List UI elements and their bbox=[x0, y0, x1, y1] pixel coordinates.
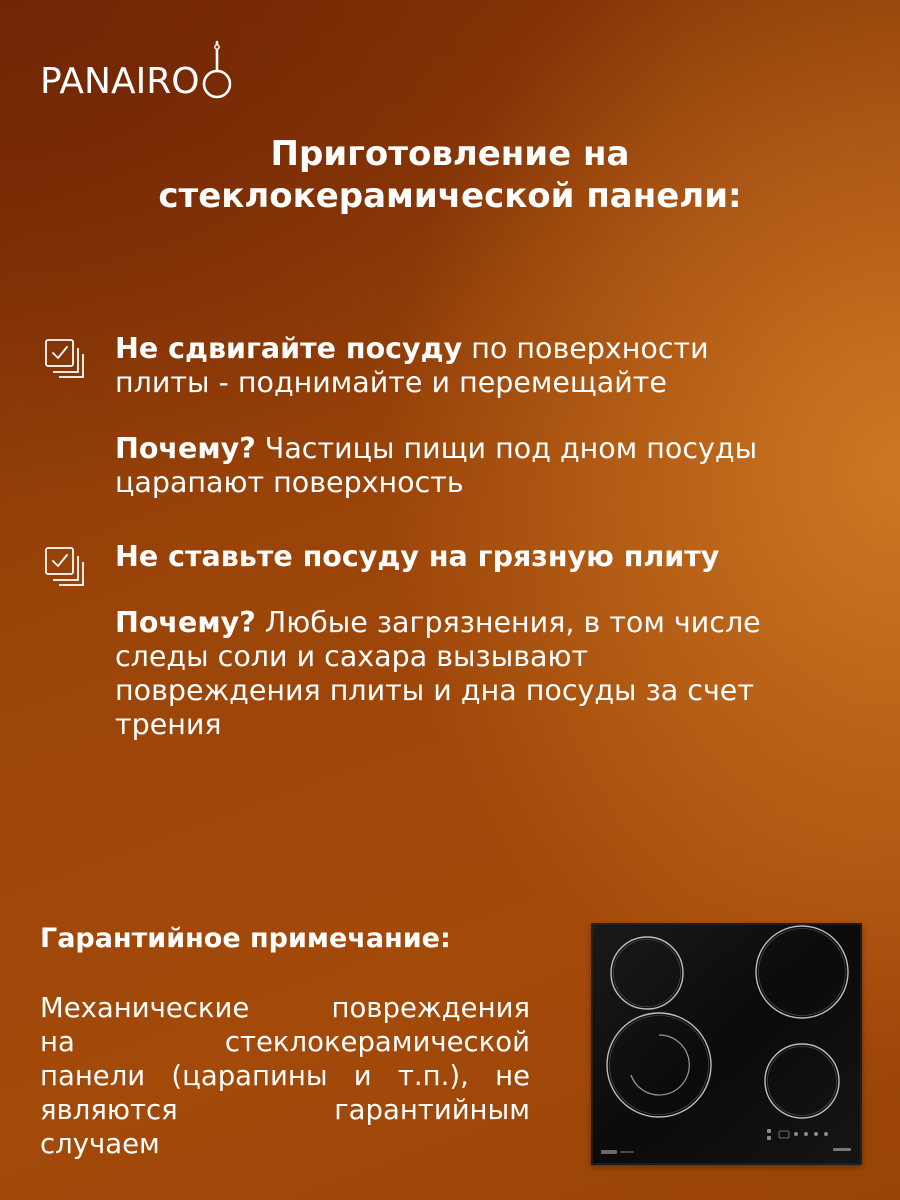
tip-2-why-label: Почему? bbox=[115, 606, 256, 639]
brand-logo bbox=[40, 38, 232, 108]
ceramic-hob-image bbox=[591, 923, 862, 1165]
tip-1-heading-rest: по поверхности bbox=[462, 332, 709, 365]
tip-1-text bbox=[115, 332, 855, 532]
checkbox-checked-icon bbox=[44, 338, 88, 380]
tip-2-why-line2: следы соли и сахара вызывают bbox=[115, 640, 589, 673]
tip-2-why-line4: трения bbox=[115, 708, 222, 741]
frying-pan-icon bbox=[202, 38, 232, 108]
checkbox-checked-icon bbox=[44, 546, 88, 588]
warranty-line-4: являются гарантийным bbox=[40, 1094, 530, 1126]
tip-2-text bbox=[115, 540, 855, 774]
tip-1-why-label: Почему? bbox=[115, 432, 256, 465]
tip-2-why-line1: Любые загрязнения, в том числе bbox=[255, 606, 761, 639]
brand-name: PANAIRO bbox=[40, 61, 200, 102]
title-line-1: Приготовление на bbox=[270, 134, 630, 174]
warranty-text bbox=[40, 991, 530, 1161]
ceramic-hob-photo bbox=[591, 923, 862, 1165]
warranty-line-2: на стеклокерамической bbox=[40, 1026, 530, 1058]
warranty-title: Гарантийное примечание: bbox=[40, 923, 451, 954]
tip-2-why-line3: повреждения плиты и дна посуды за счет bbox=[115, 674, 754, 707]
tip-1-why-line2: царапают поверхность bbox=[115, 466, 464, 499]
page-title bbox=[0, 133, 900, 217]
warranty-line-1: Механические повреждения bbox=[40, 992, 530, 1024]
tip-1-why-line1: Частицы пищи под дном посуды bbox=[255, 432, 758, 465]
tip-2-heading-bold: Не ставьте посуду на грязную плиту bbox=[115, 540, 720, 573]
tip-1-heading-line2: плиты - поднимайте и перемещайте bbox=[115, 366, 667, 399]
tip-1-heading-bold: Не сдвигайте посуду bbox=[115, 332, 463, 365]
warranty-line-5: случаем bbox=[40, 1128, 160, 1160]
title-line-2: стеклокерамической панели: bbox=[158, 176, 742, 216]
warranty-line-3: панели (царапины и т.п.), не bbox=[40, 1060, 530, 1092]
